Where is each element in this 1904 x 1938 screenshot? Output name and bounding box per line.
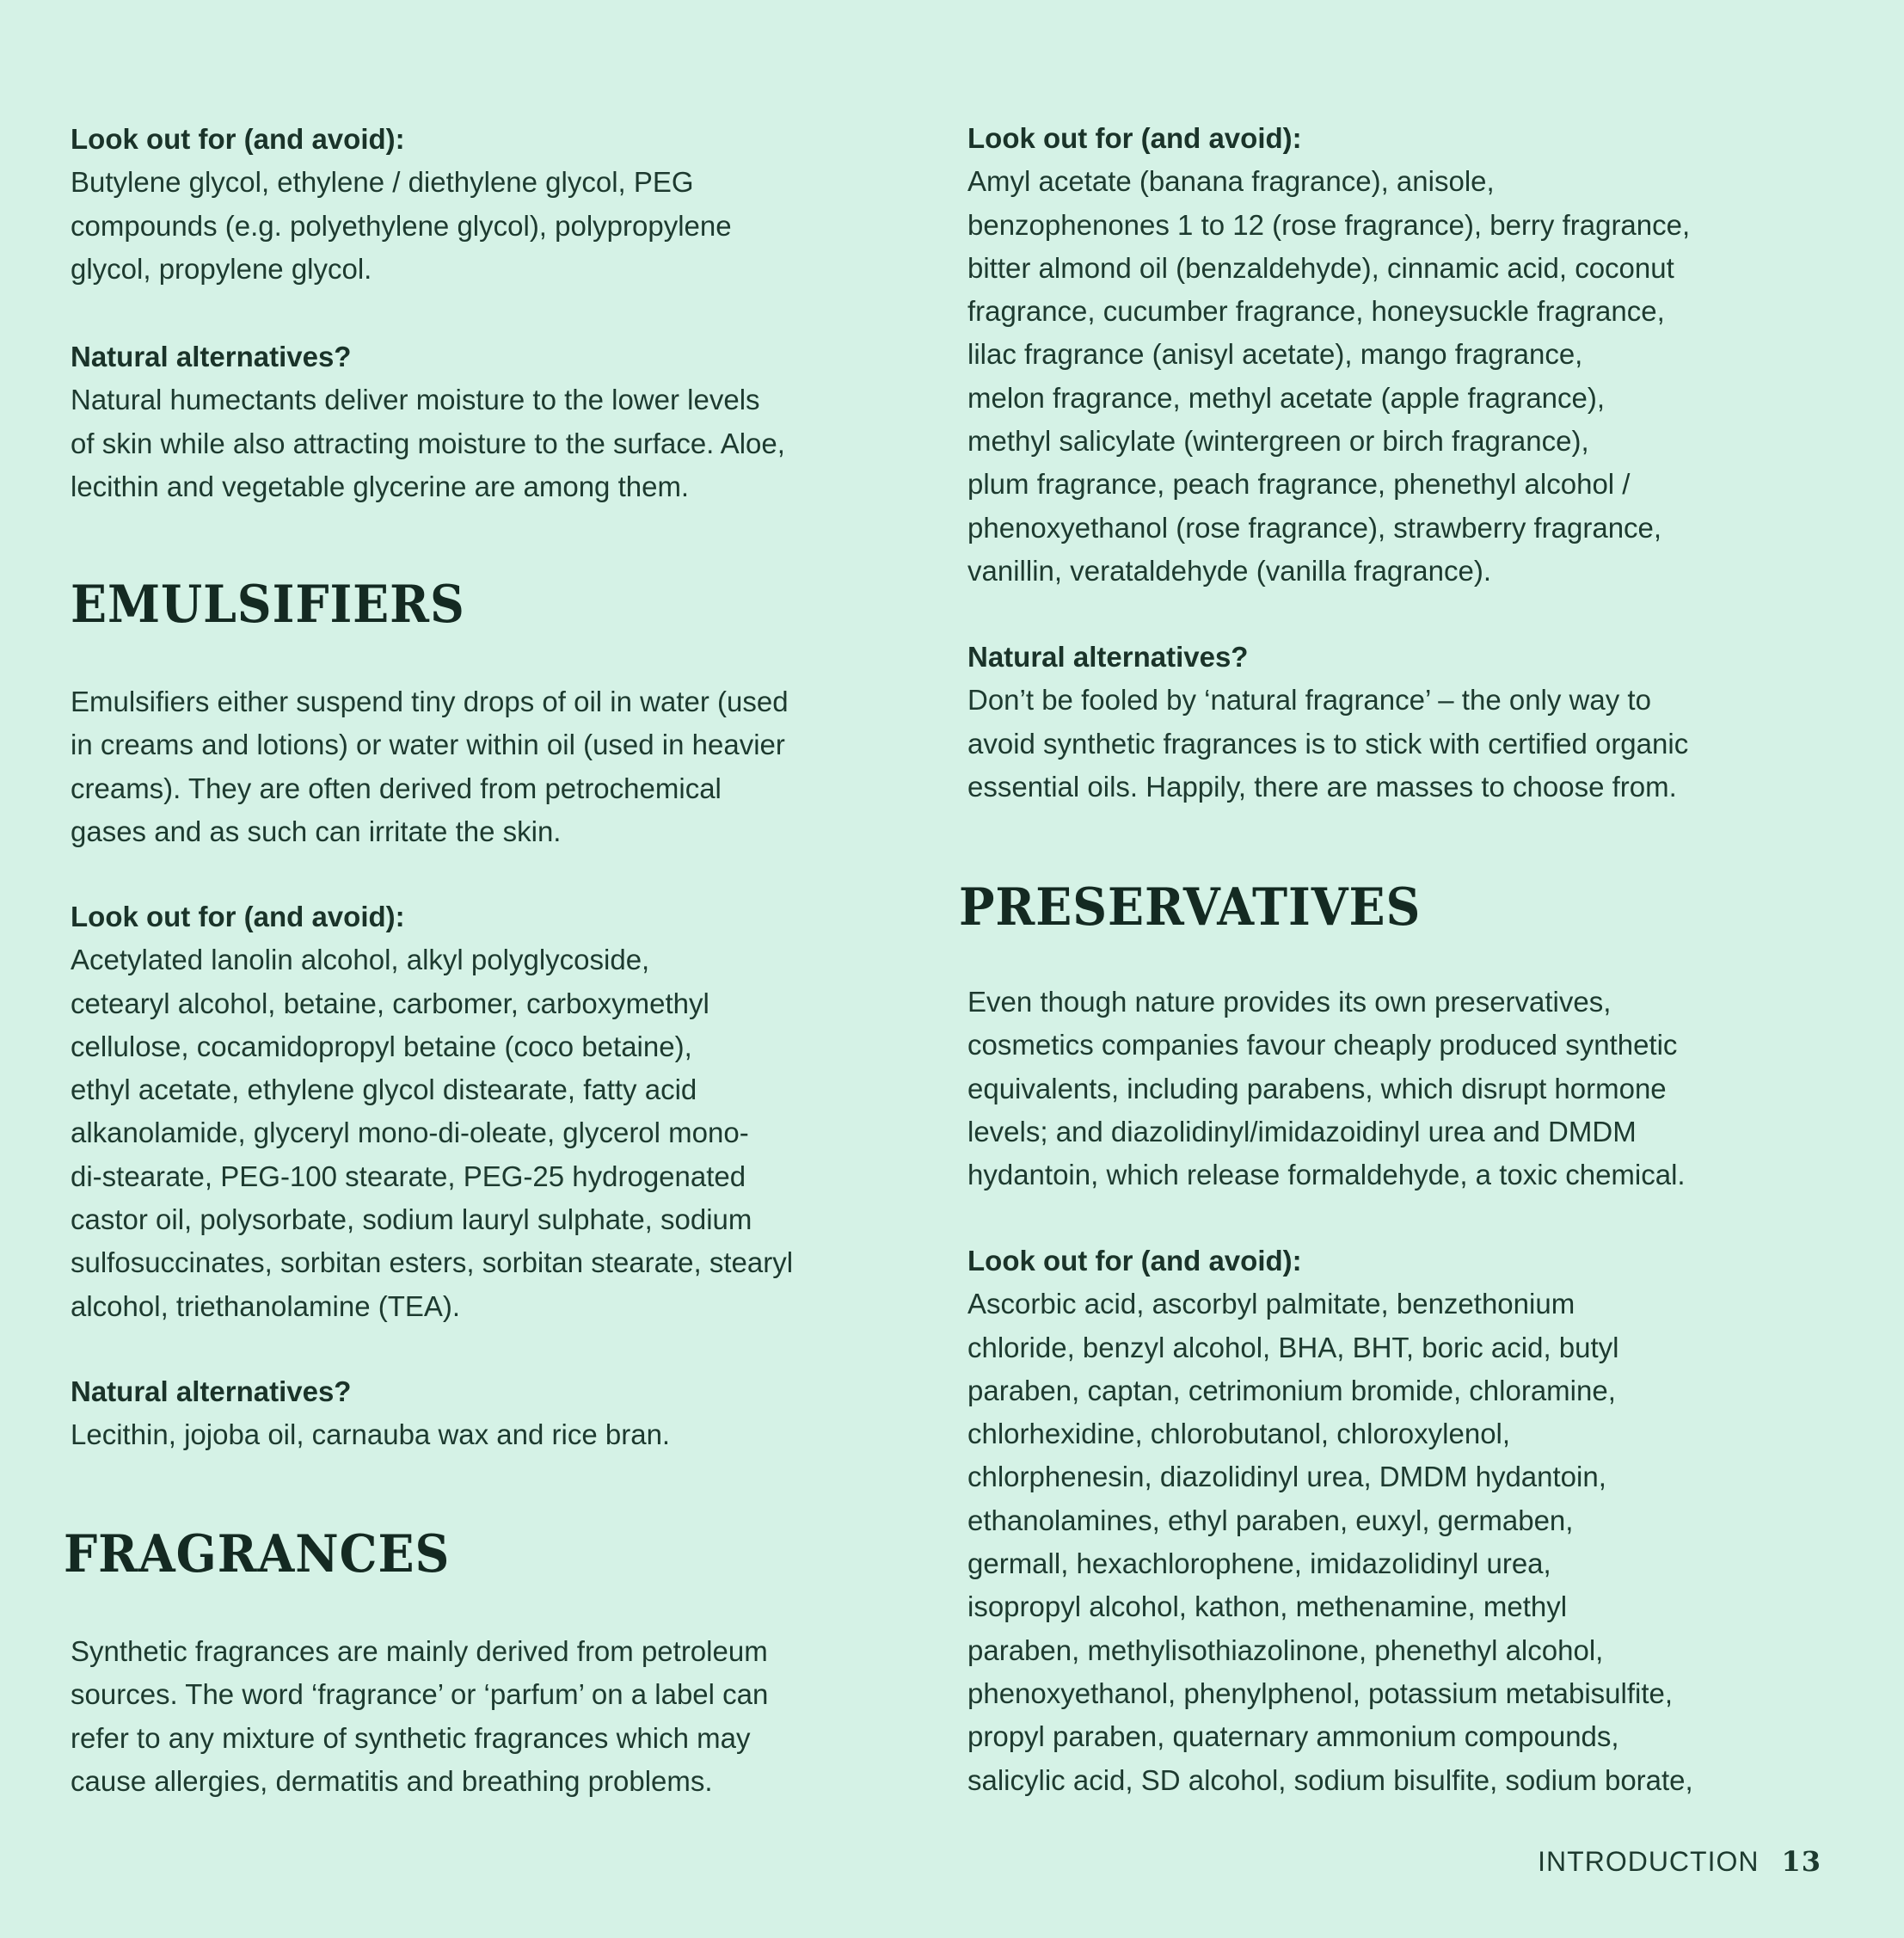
text-line: bitter almond oil (benzaldehyde), cinnamic acid, coconut bbox=[967, 251, 1674, 284]
text-line: lecithin and vegetable glycerine are among them. bbox=[71, 470, 690, 502]
subheading: Look out for (and avoid): bbox=[967, 122, 1302, 154]
text-line: germall, hexachlorophene, imidazolidinyl urea, bbox=[967, 1547, 1551, 1580]
text-line: cause allergies, dermatitis and breathing problems. bbox=[71, 1764, 713, 1797]
text-line: sulfosuccinates, sorbitan esters, sorbitan stearate, stearyl bbox=[71, 1246, 794, 1279]
subheading: Look out for (and avoid): bbox=[967, 1245, 1302, 1277]
text-line: creams). They are often derived from petrochemical bbox=[71, 772, 722, 804]
subheading: Natural alternatives? bbox=[71, 341, 352, 372]
text-line: hydantoin, which release formaldehyde, a toxic chemical. bbox=[967, 1159, 1686, 1191]
text-line: salicylic acid, SD alcohol, sodium bisulfite, sodium borate, bbox=[967, 1763, 1693, 1796]
subheading: Look out for (and avoid): bbox=[71, 901, 405, 932]
text-line: castor oil, polysorbate, sodium lauryl sulphate, sodium bbox=[71, 1203, 752, 1236]
text-line: cosmetics companies favour cheaply produced synthetic bbox=[967, 1029, 1678, 1061]
page-number: 13 bbox=[1781, 1845, 1821, 1878]
text-line: Amyl acetate (banana fragrance), anisole, bbox=[967, 165, 1495, 198]
emulsifiers-natural bbox=[71, 1370, 670, 1457]
text-line: propyl paraben, quaternary ammonium compounds, bbox=[967, 1720, 1619, 1753]
text-line: Butylene glycol, ethylene / diethylene glycol, PEG bbox=[71, 166, 694, 199]
text-line: Don’t be fooled by ‘natural fragrance’ – the only way to bbox=[967, 684, 1651, 717]
text-line: glycol, propylene glycol. bbox=[71, 252, 372, 285]
text-line: in creams and lotions) or water within oil (used in heavier bbox=[71, 729, 785, 761]
text-line: di-stearate, PEG-100 stearate, PEG-25 hydrogenated bbox=[71, 1160, 746, 1192]
humectants-natural bbox=[71, 335, 785, 508]
section-title-preservatives: PRESERVATIVES bbox=[959, 877, 1422, 938]
text-line: essential oils. Happily, there are masses to choose from. bbox=[967, 770, 1677, 803]
running-footer-section: INTRODUCTION bbox=[1538, 1846, 1760, 1877]
text-line: cellulose, cocamidopropyl betaine (coco betaine), bbox=[71, 1030, 692, 1062]
preservatives-intro bbox=[967, 981, 1686, 1197]
text-line: avoid synthetic fragrances is to stick with certified organic bbox=[967, 727, 1689, 760]
text-line: ethyl acetate, ethylene glycol distearate, fatty acid bbox=[71, 1074, 697, 1106]
text-line: levels; and diazolidinyl/imidazoidinyl urea and DMDM bbox=[967, 1115, 1637, 1147]
text-line: paraben, methylisothiazolinone, phenethyl alcohol, bbox=[967, 1633, 1604, 1666]
text-line: Ascorbic acid, ascorbyl palmitate, benzethonium bbox=[967, 1288, 1575, 1320]
text-lines bbox=[71, 161, 732, 291]
text-line: Lecithin, jojoba oil, carnauba wax and rice bran. bbox=[71, 1418, 671, 1451]
subheading: Look out for (and avoid): bbox=[71, 123, 405, 155]
text-line: chloride, benzyl alcohol, BHA, BHT, boric acid, butyl bbox=[967, 1331, 1619, 1363]
text-line: benzophenones 1 to 12 (rose fragrance), berry fragrance, bbox=[967, 208, 1691, 241]
subheading: Natural alternatives? bbox=[71, 1375, 352, 1407]
text-lines bbox=[71, 1630, 768, 1803]
fragrances-intro bbox=[71, 1630, 768, 1803]
text-lines bbox=[71, 680, 789, 853]
text-lines bbox=[967, 160, 1690, 593]
fragrances-natural bbox=[967, 636, 1688, 809]
text-line: chlorphenesin, diazolidinyl urea, DMDM hydantoin, bbox=[967, 1461, 1606, 1493]
page-footer bbox=[1538, 1845, 1821, 1878]
preservatives-avoid bbox=[967, 1240, 1693, 1802]
text-lines bbox=[71, 378, 785, 508]
emulsifiers-avoid bbox=[71, 895, 793, 1328]
text-line: vanillin, verataldehyde (vanilla fragrance). bbox=[967, 554, 1491, 587]
text-lines bbox=[967, 679, 1688, 809]
text-line: isopropyl alcohol, kathon, methenamine, methyl bbox=[967, 1590, 1568, 1623]
text-line: paraben, captan, cetrimonium bromide, chloramine, bbox=[967, 1374, 1616, 1406]
text-line: cetearyl alcohol, betaine, carbomer, carboxymethyl bbox=[71, 987, 709, 1019]
text-line: methyl salicylate (wintergreen or birch fragrance), bbox=[967, 425, 1589, 458]
text-line: refer to any mixture of synthetic fragrances which may bbox=[71, 1721, 751, 1754]
text-lines bbox=[967, 1283, 1693, 1802]
emulsifiers-intro bbox=[71, 680, 789, 853]
text-line: fragrance, cucumber fragrance, honeysuckle fragrance, bbox=[967, 295, 1665, 328]
text-line: equivalents, including parabens, which disrupt hormone bbox=[967, 1072, 1667, 1104]
text-line: Synthetic fragrances are mainly derived from petroleum bbox=[71, 1635, 768, 1667]
text-line: Natural humectants deliver moisture to the lower levels bbox=[71, 384, 760, 416]
text-line: lilac fragrance (anisyl acetate), mango fragrance, bbox=[967, 338, 1583, 371]
text-line: Even though nature provides its own preservatives, bbox=[967, 986, 1612, 1018]
fragrances-avoid bbox=[967, 117, 1690, 593]
text-line: sources. The word ‘fragrance’ or ‘parfum’ on a label can bbox=[71, 1678, 769, 1711]
text-lines bbox=[71, 1413, 670, 1456]
text-line: of skin while also attracting moisture to the surface. Aloe, bbox=[71, 427, 785, 459]
text-line: phenoxyethanol, phenylphenol, potassium metabisulfite, bbox=[967, 1677, 1674, 1709]
humectants-avoid bbox=[71, 118, 732, 291]
text-line: ethanolamines, ethyl paraben, euxyl, germaben, bbox=[967, 1504, 1574, 1536]
text-line: melon fragrance, methyl acetate (apple fragrance), bbox=[967, 381, 1606, 414]
text-line: compounds (e.g. polyethylene glycol), polypropylene bbox=[71, 209, 732, 242]
section-title-fragrances: FRAGRANCES bbox=[64, 1524, 451, 1584]
subheading: Natural alternatives? bbox=[967, 641, 1249, 673]
section-title-emulsifiers: EMULSIFIERS bbox=[71, 575, 465, 635]
text-lines bbox=[71, 938, 793, 1328]
text-line: plum fragrance, peach fragrance, phenethyl alcohol / bbox=[967, 468, 1631, 501]
text-line: Emulsifiers either suspend tiny drops of oil in water (used bbox=[71, 686, 789, 717]
text-line: chlorhexidine, chlorobutanol, chloroxylenol, bbox=[967, 1418, 1511, 1450]
text-line: phenoxyethanol (rose fragrance), strawberry fragrance, bbox=[967, 511, 1662, 544]
text-line: alkanolamide, glyceryl mono-di-oleate, glycerol mono- bbox=[71, 1117, 749, 1149]
text-line: gases and as such can irritate the skin. bbox=[71, 815, 562, 847]
text-line: Acetylated lanolin alcohol, alkyl polyglycoside, bbox=[71, 944, 650, 976]
text-lines bbox=[967, 981, 1686, 1197]
text-line: alcohol, triethanolamine (TEA). bbox=[71, 1289, 461, 1322]
